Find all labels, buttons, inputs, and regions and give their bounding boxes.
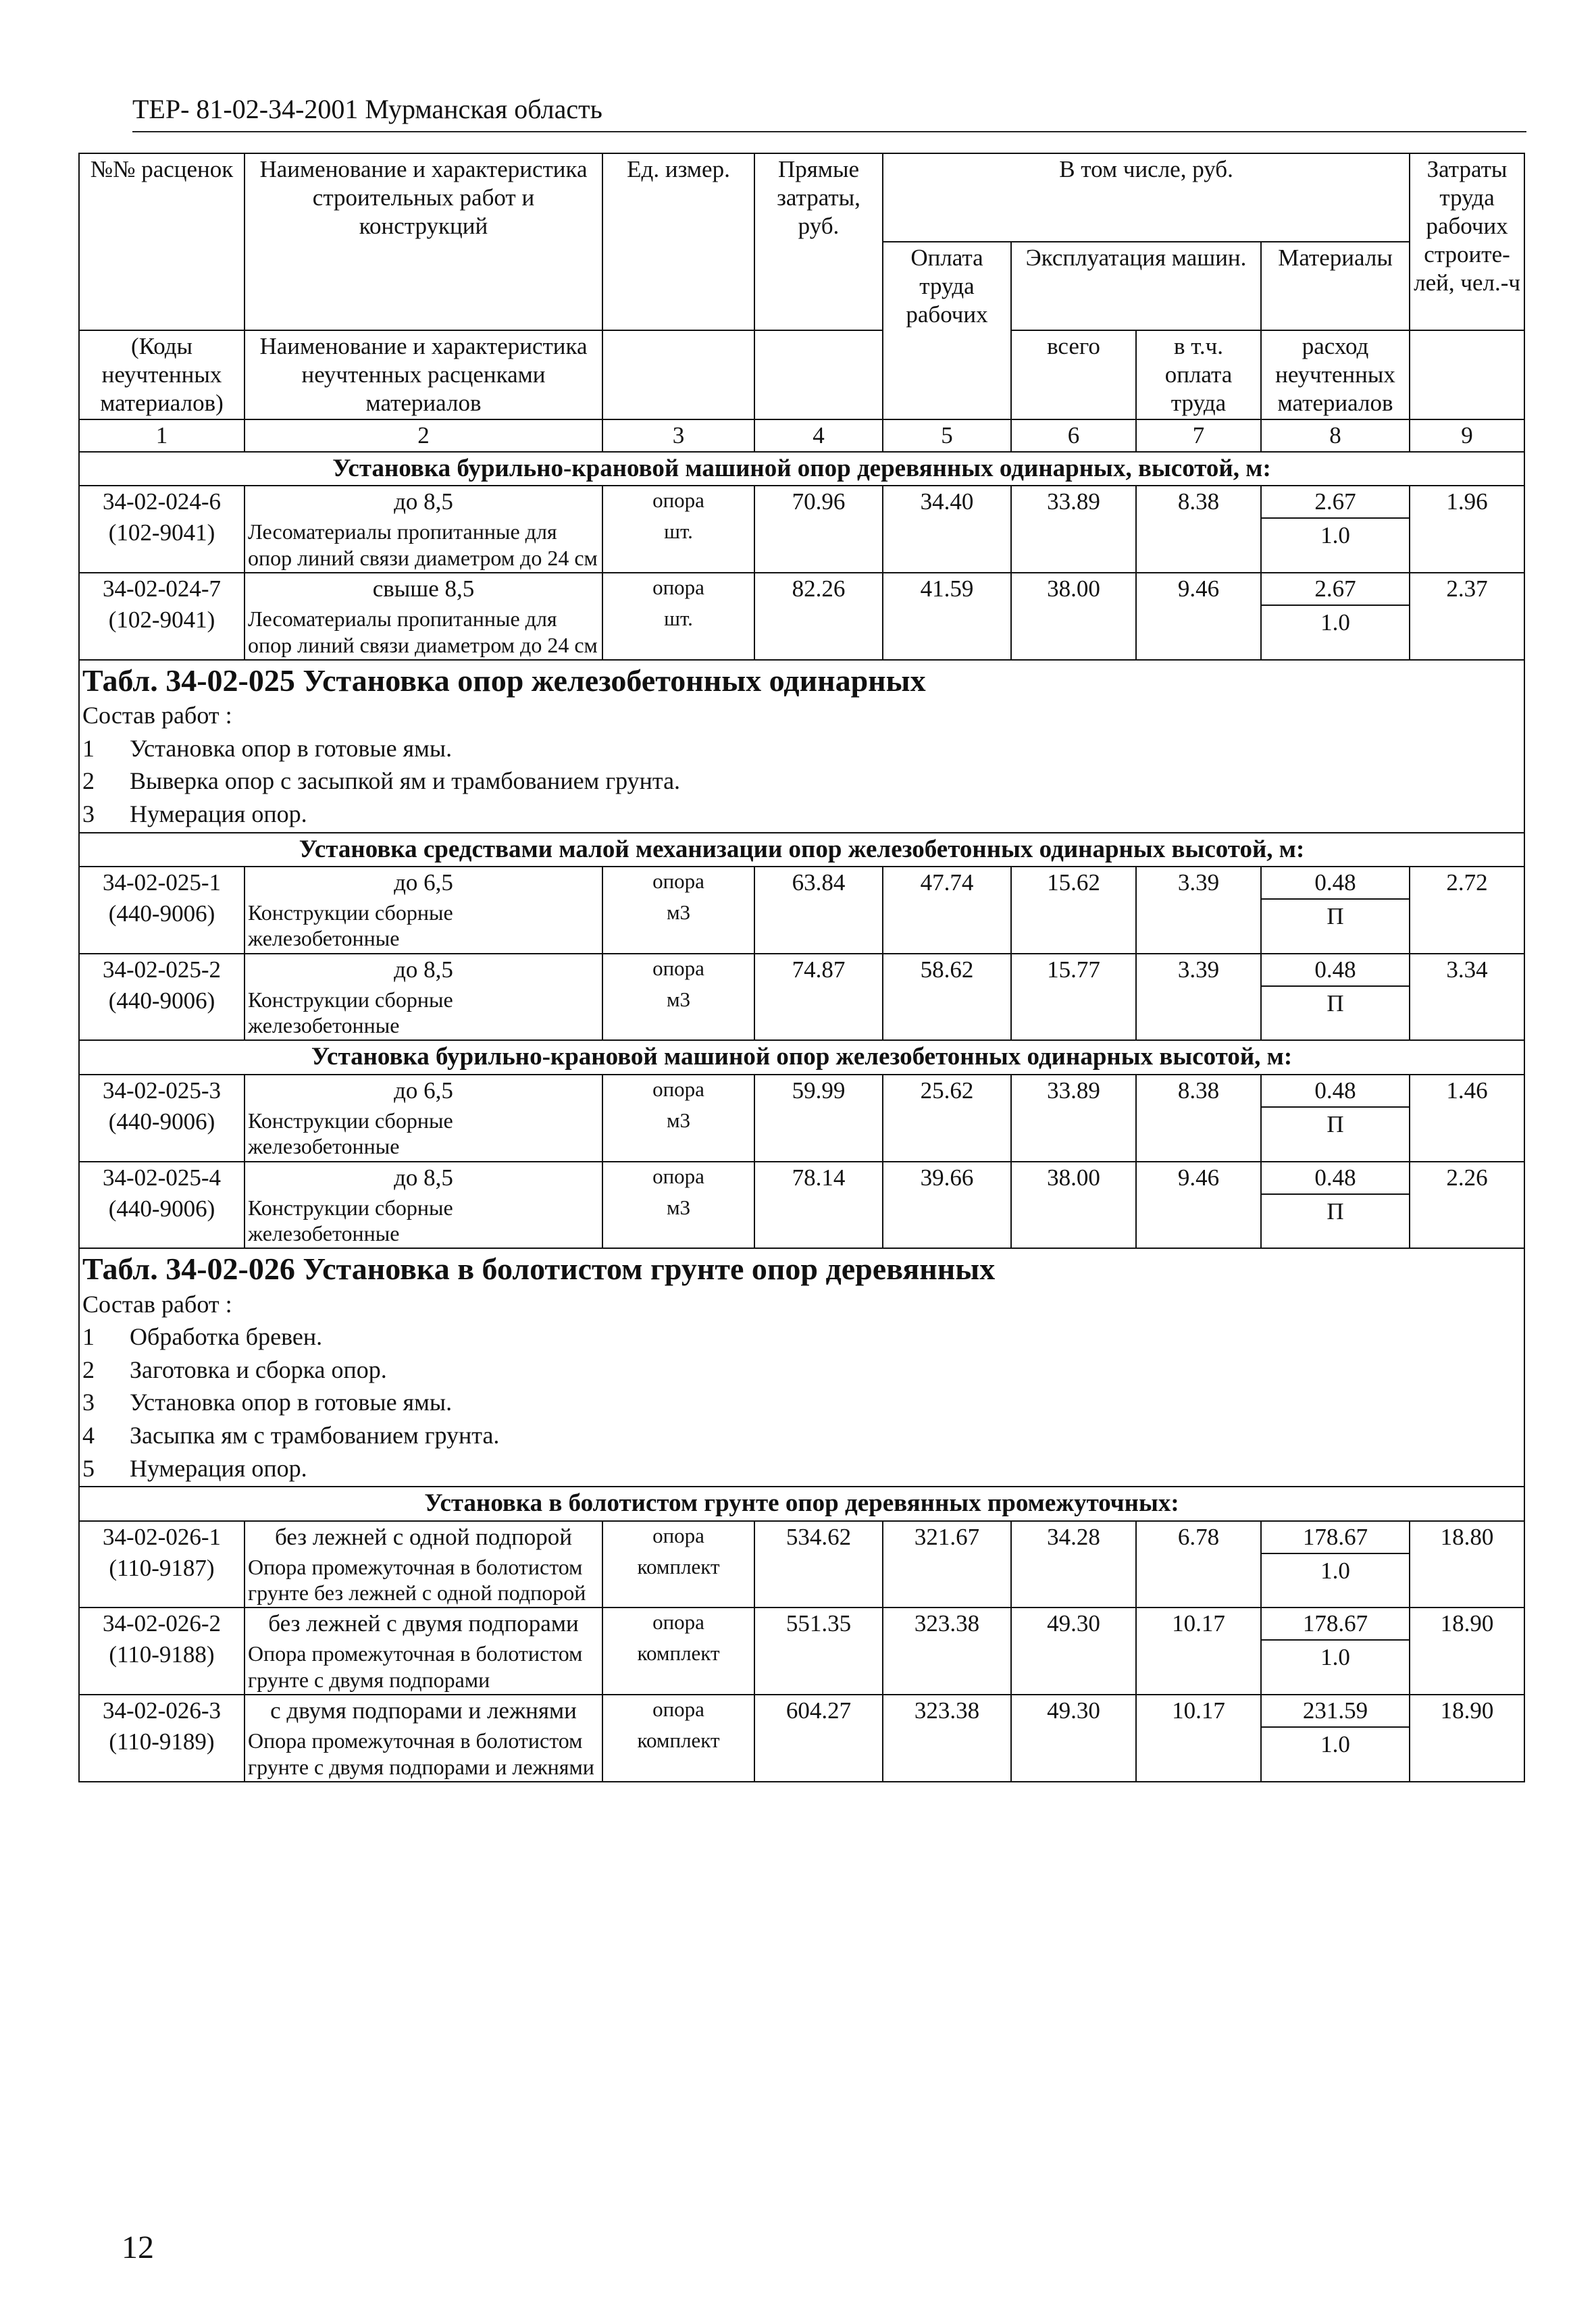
materials-cost: 178.67	[1262, 1610, 1409, 1641]
work-step	[82, 1452, 1521, 1485]
page-header-title: ТЕР- 81-02-34-2001 Мурманская область	[132, 94, 602, 124]
header-pay-cont	[883, 330, 1011, 419]
header-material-code: (Коды неучтенных материалов)	[79, 330, 244, 419]
work-step-number: 3	[82, 800, 95, 827]
materials-cost: 0.48	[1262, 1077, 1409, 1108]
unit: опора	[602, 867, 754, 898]
labor-hours: 1.96	[1410, 486, 1524, 573]
unit: опора	[602, 486, 754, 517]
column-number: 5	[883, 419, 1011, 452]
work-step-number: 4	[82, 1421, 95, 1449]
header-including: В том числе, руб.	[883, 153, 1410, 242]
work-step-text: Обработка бревен.	[130, 1323, 323, 1351]
header-unit-cont	[602, 330, 754, 419]
material-unit: шт.	[602, 517, 754, 573]
machine-cost: 38.00	[1011, 1162, 1136, 1249]
materials-cost: 231.59	[1262, 1697, 1409, 1728]
materials-cell	[1261, 867, 1410, 954]
materials-cell	[1261, 486, 1410, 573]
unit: опора	[602, 1162, 754, 1193]
unit: опора	[602, 1521, 754, 1553]
header-materials: Материалы	[1261, 242, 1410, 330]
header-name: Наименование и характеристика строительных работ и конструкций	[244, 153, 602, 242]
unit: опора	[602, 1608, 754, 1639]
work-name: без лежней с одной подпорой	[244, 1521, 602, 1553]
direct-cost: 70.96	[754, 486, 883, 573]
material-code: (102-9041)	[79, 517, 244, 573]
material-quantity: 1.0	[1320, 522, 1350, 549]
material-quantity: 1.0	[1320, 609, 1350, 636]
material-unit: комплект	[602, 1726, 754, 1782]
material-unit: м3	[602, 985, 754, 1041]
work-step-text: Заготовка и сборка опор.	[130, 1356, 387, 1383]
table-title: Табл. 34-02-025 Установка опор железобетонных одинарных	[82, 663, 926, 698]
column-number: 4	[754, 419, 883, 452]
rate-code: 34-02-026-2	[79, 1608, 244, 1639]
material-unit: м3	[602, 1106, 754, 1162]
table-block-026-cell	[79, 1248, 1524, 1487]
material-name: Лесоматериалы пропитанные для опор линий связи диаметром до 24 см	[244, 605, 602, 660]
material-quantity: 1.0	[1320, 1557, 1350, 1584]
machine-labor-pay: 3.39	[1136, 867, 1261, 954]
header-direct-cont	[754, 330, 883, 419]
unit: опора	[602, 1695, 754, 1726]
rate-row	[79, 1521, 1524, 1553]
rate-row	[79, 1075, 1524, 1106]
header-labor-cont	[1410, 330, 1524, 419]
table-block-025-cell	[79, 660, 1524, 833]
labor-hours: 2.26	[1410, 1162, 1524, 1249]
machine-labor-pay: 10.17	[1136, 1695, 1261, 1782]
table-block-025	[79, 660, 1524, 833]
direct-cost: 78.14	[754, 1162, 883, 1249]
work-name: свыше 8,5	[244, 573, 602, 605]
work-step-text: Установка опор в готовые ямы.	[130, 734, 453, 762]
work-name: до 8,5	[244, 1162, 602, 1193]
machine-labor-pay: 9.46	[1136, 573, 1261, 660]
header-exploit-total: всего	[1011, 330, 1136, 419]
unit: опора	[602, 573, 754, 605]
material-unit: шт.	[602, 605, 754, 660]
header-labor: Затраты труда рабочих строите-лей, чел.-ч	[1410, 153, 1524, 330]
material-quantity: П	[1327, 1198, 1344, 1225]
material-code: (440-9006)	[79, 1193, 244, 1249]
column-number: 3	[602, 419, 754, 452]
table-header-row-3	[79, 330, 1524, 419]
header-code-sub	[79, 242, 244, 330]
work-step	[82, 1320, 1521, 1354]
rate-row	[79, 1162, 1524, 1193]
direct-cost: 74.87	[754, 954, 883, 1041]
material-code: (440-9006)	[79, 1106, 244, 1162]
header-pay: Оплата труда рабочих	[883, 242, 1011, 330]
rate-code: 34-02-025-1	[79, 867, 244, 898]
rate-row	[79, 954, 1524, 985]
work-step-number: 2	[82, 1356, 95, 1383]
work-step	[82, 732, 1521, 765]
column-number: 9	[1410, 419, 1524, 452]
machine-cost: 34.28	[1011, 1521, 1136, 1608]
machine-cost: 15.62	[1011, 867, 1136, 954]
direct-cost: 63.84	[754, 867, 883, 954]
material-unit: м3	[602, 898, 754, 954]
rate-row	[79, 867, 1524, 898]
header-exploit: Эксплуатация машин.	[1011, 242, 1261, 330]
rate-row	[79, 1695, 1524, 1726]
labor-pay: 34.40	[883, 486, 1011, 573]
direct-cost: 82.26	[754, 573, 883, 660]
header-unit: Ед. измер.	[602, 153, 754, 330]
header-name-sub	[244, 242, 602, 330]
labor-pay: 321.67	[883, 1521, 1011, 1608]
rate-row	[79, 486, 1524, 517]
material-unit: комплект	[602, 1639, 754, 1695]
unit: опора	[602, 1075, 754, 1106]
rate-row	[79, 573, 1524, 605]
materials-cost: 2.67	[1262, 575, 1409, 606]
work-composition-label: Состав работ :	[82, 702, 232, 729]
rate-row	[79, 1608, 1524, 1639]
section-row	[79, 452, 1524, 486]
header-direct: Прямые затраты, руб.	[754, 153, 883, 330]
material-quantity: П	[1327, 902, 1344, 929]
column-number-row	[79, 419, 1524, 452]
materials-cell	[1261, 1075, 1410, 1162]
materials-cell	[1261, 1521, 1410, 1608]
labor-hours: 2.72	[1410, 867, 1524, 954]
work-step-number: 3	[82, 1389, 95, 1416]
column-number: 2	[244, 419, 602, 452]
header-mat-unaccounted: расход неучтенных материалов	[1261, 330, 1410, 419]
section-heading-025-drill-crane: Установка бурильно-крановой машиной опор железобетонных одинарных высотой, м:	[79, 1040, 1524, 1074]
labor-hours: 3.34	[1410, 954, 1524, 1041]
labor-pay: 39.66	[883, 1162, 1011, 1249]
machine-labor-pay: 8.38	[1136, 1075, 1261, 1162]
materials-cost: 178.67	[1262, 1523, 1409, 1554]
material-name: Конструкции сборные железобетонные	[244, 898, 602, 954]
work-name: до 6,5	[244, 867, 602, 898]
rate-code: 34-02-026-3	[79, 1695, 244, 1726]
section-heading-025-small-mech: Установка средствами малой механизации опор железобетонных одинарных высотой, м:	[79, 833, 1524, 867]
machine-labor-pay: 10.17	[1136, 1608, 1261, 1695]
material-name: Опора промежуточная в болотистом грунте с двумя подпорами и лежнями	[244, 1726, 602, 1782]
rate-code: 34-02-024-7	[79, 573, 244, 605]
material-name: Опора промежуточная в болотистом грунте без лежней с одной подпорой	[244, 1553, 602, 1608]
unit: опора	[602, 954, 754, 985]
machine-cost: 33.89	[1011, 486, 1136, 573]
labor-pay: 47.74	[883, 867, 1011, 954]
machine-labor-pay: 6.78	[1136, 1521, 1261, 1608]
labor-pay: 323.38	[883, 1608, 1011, 1695]
labor-pay: 323.38	[883, 1695, 1011, 1782]
material-code: (102-9041)	[79, 605, 244, 660]
work-name: до 8,5	[244, 486, 602, 517]
machine-labor-pay: 9.46	[1136, 1162, 1261, 1249]
materials-cost: 2.67	[1262, 488, 1409, 519]
work-composition-label: Состав работ :	[82, 1290, 232, 1318]
page-number: 12	[122, 2230, 154, 2265]
material-name: Конструкции сборные железобетонные	[244, 1193, 602, 1249]
header-code: №№ расценок	[79, 153, 244, 242]
work-step	[82, 1386, 1521, 1419]
material-code: (440-9006)	[79, 985, 244, 1041]
material-code: (110-9187)	[79, 1553, 244, 1608]
section-row	[79, 1040, 1524, 1074]
machine-cost: 15.77	[1011, 954, 1136, 1041]
header-exploit-pay: в т.ч. оплата труда	[1136, 330, 1261, 419]
materials-cell	[1261, 1608, 1410, 1695]
material-code: (110-9188)	[79, 1639, 244, 1695]
labor-hours: 18.80	[1410, 1521, 1524, 1608]
machine-cost: 49.30	[1011, 1608, 1136, 1695]
labor-hours: 1.46	[1410, 1075, 1524, 1162]
material-name: Опора промежуточная в болотистом грунте с двумя подпорами	[244, 1639, 602, 1695]
direct-cost: 59.99	[754, 1075, 883, 1162]
column-number: 1	[79, 419, 244, 452]
table-title: Табл. 34-02-026 Установка в болотистом грунте опор деревянных	[82, 1252, 996, 1287]
work-step-number: 2	[82, 767, 95, 795]
material-name: Конструкции сборные железобетонные	[244, 1106, 602, 1162]
material-quantity: 1.0	[1320, 1731, 1350, 1758]
materials-cell	[1261, 954, 1410, 1041]
column-number: 8	[1261, 419, 1410, 452]
work-step-text: Засыпка ям с трамбованием грунта.	[130, 1421, 500, 1449]
materials-cell	[1261, 1162, 1410, 1249]
labor-pay: 58.62	[883, 954, 1011, 1041]
work-step-text: Нумерация опор.	[130, 800, 307, 827]
materials-cost: 0.48	[1262, 869, 1409, 900]
rate-code: 34-02-025-4	[79, 1162, 244, 1193]
rates-table	[78, 153, 1525, 1782]
column-number: 6	[1011, 419, 1136, 452]
direct-cost: 534.62	[754, 1521, 883, 1608]
labor-hours: 2.37	[1410, 573, 1524, 660]
header-rule	[132, 131, 1526, 132]
material-unit: м3	[602, 1193, 754, 1249]
materials-cell	[1261, 573, 1410, 660]
table-header-row-1	[79, 153, 1524, 242]
work-step-number: 1	[82, 1323, 95, 1351]
work-step-text: Выверка опор с засыпкой ям и трамбованием грунта.	[130, 767, 681, 795]
work-step	[82, 798, 1521, 831]
work-step-text: Нумерация опор.	[130, 1454, 307, 1482]
material-quantity: 1.0	[1320, 1644, 1350, 1671]
rate-code: 34-02-026-1	[79, 1521, 244, 1553]
material-unit: комплект	[602, 1553, 754, 1608]
work-step	[82, 765, 1521, 798]
section-heading-026: Установка в болотистом грунте опор деревянных промежуточных:	[79, 1487, 1524, 1520]
work-name: до 6,5	[244, 1075, 602, 1106]
materials-cost: 0.48	[1262, 956, 1409, 987]
section-row	[79, 833, 1524, 867]
labor-hours: 18.90	[1410, 1695, 1524, 1782]
machine-cost: 33.89	[1011, 1075, 1136, 1162]
work-step-number: 1	[82, 734, 95, 762]
labor-hours: 18.90	[1410, 1608, 1524, 1695]
work-name: с двумя подпорами и лежнями	[244, 1695, 602, 1726]
materials-cost: 0.48	[1262, 1164, 1409, 1195]
work-step-number: 5	[82, 1454, 95, 1482]
labor-pay: 41.59	[883, 573, 1011, 660]
rate-code: 34-02-024-6	[79, 486, 244, 517]
material-quantity: П	[1327, 989, 1344, 1017]
work-name: без лежней с двумя подпорами	[244, 1608, 602, 1639]
work-name: до 8,5	[244, 954, 602, 985]
rate-code: 34-02-025-3	[79, 1075, 244, 1106]
machine-cost: 49.30	[1011, 1695, 1136, 1782]
material-code: (110-9189)	[79, 1726, 244, 1782]
machine-cost: 38.00	[1011, 573, 1136, 660]
work-step	[82, 1419, 1521, 1452]
work-step	[82, 1354, 1521, 1387]
material-code: (440-9006)	[79, 898, 244, 954]
section-row	[79, 1487, 1524, 1520]
machine-labor-pay: 3.39	[1136, 954, 1261, 1041]
direct-cost: 604.27	[754, 1695, 883, 1782]
material-name: Конструкции сборные железобетонные	[244, 985, 602, 1041]
machine-labor-pay: 8.38	[1136, 486, 1261, 573]
direct-cost: 551.35	[754, 1608, 883, 1695]
column-number: 7	[1136, 419, 1261, 452]
material-name: Лесоматериалы пропитанные для опор линий связи диаметром до 24 см	[244, 517, 602, 573]
material-quantity: П	[1327, 1110, 1344, 1137]
work-step-text: Установка опор в готовые ямы.	[130, 1389, 453, 1416]
table-block-026	[79, 1248, 1524, 1487]
header-material-name: Наименование и характеристика неучтенных расценками материалов	[244, 330, 602, 419]
labor-pay: 25.62	[883, 1075, 1011, 1162]
materials-cell	[1261, 1695, 1410, 1782]
section-heading-024: Установка бурильно-крановой машиной опор деревянных одинарных, высотой, м:	[79, 452, 1524, 486]
rate-code: 34-02-025-2	[79, 954, 244, 985]
